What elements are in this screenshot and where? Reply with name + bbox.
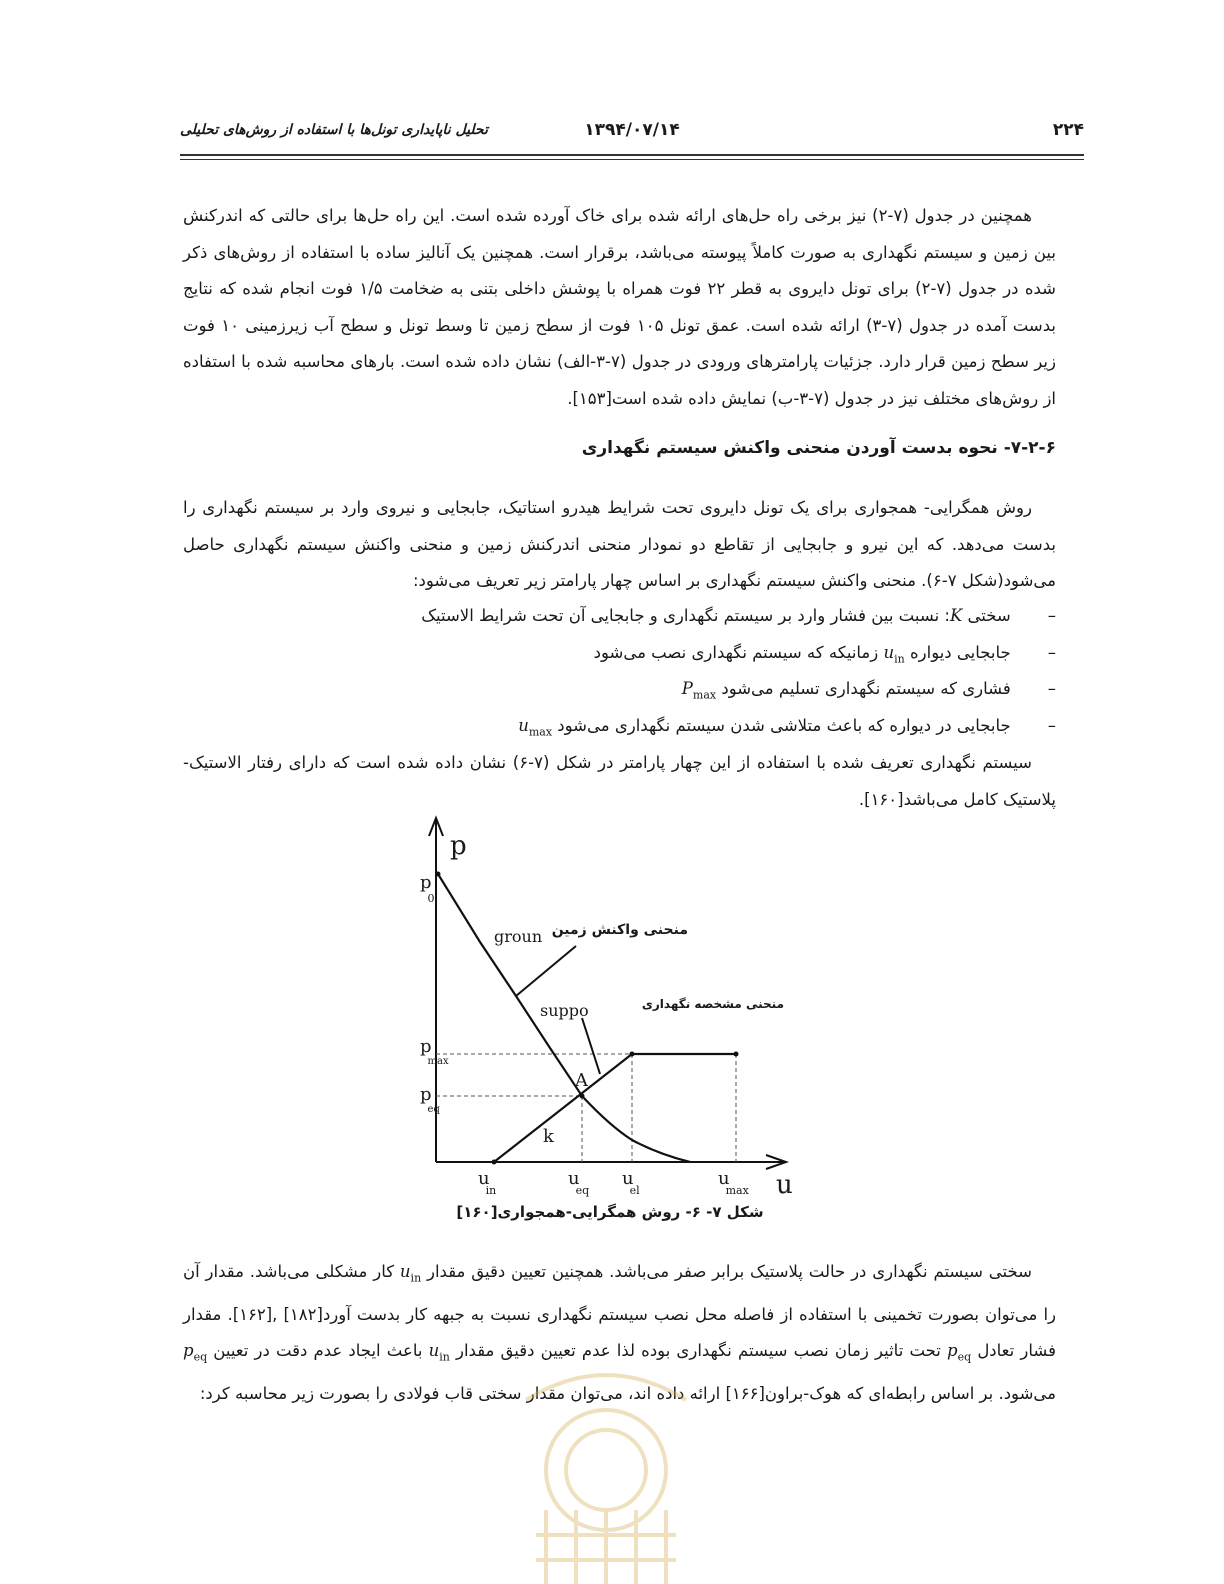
watermark-seal bbox=[486, 1360, 726, 1584]
umax-point bbox=[734, 1052, 739, 1057]
list-item: – جابجایی در دیواره که باعث متلاشی شدن سیستم نگهداری می‌شود $u_{max}$ bbox=[518, 715, 1056, 738]
support-leader-line bbox=[582, 1018, 600, 1074]
page-number: ۲۲۴ bbox=[1052, 120, 1084, 140]
stiffness-label: k bbox=[543, 1126, 554, 1147]
y-axis-label: p bbox=[450, 831, 467, 861]
uin-point bbox=[492, 1160, 497, 1165]
math-symbol: K bbox=[949, 606, 963, 625]
math-symbol: $p_{eq}$ bbox=[183, 1341, 208, 1364]
uel-label: u el bbox=[622, 1168, 640, 1197]
point-a-label: A bbox=[575, 1070, 588, 1091]
convergence-confinement-figure bbox=[400, 812, 820, 1202]
ground-leader-line bbox=[516, 946, 576, 996]
ground-curve-label: groun bbox=[494, 927, 543, 946]
paragraph-intro: همچنین در جدول (۷-۲) نیز برخی راه حل‌های ارائه شده برای خاک آورده شده است. این راه حل‌ها برای حالتی که اندرکنش بین زمین و سیستم نگهداری به صورت کاملاً پیوسته می‌باشد، برقرار است. همچنین یک آنالیز ساده با استفاده از روش‌های ذکر شده در جدول (۷-۲) برای تونل دایروی به قطر ۲۲ فوت همراه با پوشش داخلی بتنی به ضخامت ۱/۵ فوت انجام شده که نتایج بدست آمده در جدول (۷-۳) ارائه شده است. عمق تونل ۱۰۵ فوت از سطح زمین تا وسط تونل و سطح آب زیرزمینی ۱۰ فوت زیر سطح زمین قرار دارد. جزئیات پارامترهای ورودی در جدول (۷-۳-الف) نشان داده شده است. بارهای محاسبه شده با استفاده از روش‌های مختلف نیز در جدول (۷-۳-ب) نمایش داده شده است[۱۵۳]. bbox=[183, 206, 1056, 408]
math-symbol: $u_{in}$ bbox=[399, 1262, 422, 1285]
ueq-label: u eq bbox=[568, 1168, 590, 1197]
section-heading: ۷-۲-۶- نحوه بدست آوردن منحنی واکنش سیستم نگهداری bbox=[581, 438, 1056, 458]
ground-curve-label-fa: منحنی واکنش زمین bbox=[551, 922, 688, 938]
math-symbol: $P_{max}$ bbox=[681, 679, 717, 702]
math-symbol: $u_{in}$ bbox=[428, 1341, 450, 1364]
header-rule-thin bbox=[180, 159, 1084, 160]
figure-caption: شکل ۷- ۶- روش همگرایی-همجواری[۱۶۰] bbox=[456, 1203, 764, 1221]
p0-point bbox=[436, 872, 441, 877]
parameter-list bbox=[421, 598, 1056, 744]
equilibrium-point bbox=[580, 1094, 585, 1099]
support-characteristic-curve bbox=[494, 1054, 736, 1162]
math-symbol: $u_{max}$ bbox=[518, 715, 553, 738]
running-title: تحلیل ناپایداری تونل‌ها با استفاده از روش‌های تحلیلی bbox=[180, 122, 488, 138]
header-date: ۱۳۹۴/۰۷/۱۴ bbox=[584, 120, 680, 140]
support-curve-label: suppo bbox=[540, 1001, 589, 1020]
pmax-label: p max bbox=[420, 1036, 449, 1067]
header-rule bbox=[180, 154, 1084, 156]
page-header bbox=[180, 120, 1084, 146]
list-item: – جابجایی دیواره $u_{in}$ زمانیکه که سیستم نگهداری نصب می‌شود bbox=[593, 642, 1056, 665]
elastic-limit-point bbox=[630, 1052, 635, 1057]
umax-label: u max bbox=[718, 1168, 749, 1197]
list-item: – فشاری که سیستم نگهداری تسلیم می‌شود $P_{max}$ bbox=[681, 679, 1056, 702]
uin-label: u in bbox=[478, 1168, 497, 1197]
peq-label: p eq bbox=[420, 1084, 440, 1115]
math-symbol: $u_{in}$ bbox=[883, 642, 905, 665]
paragraph-stiffness: سختی سیستم نگهداری در حالت پلاستیک برابر صفر می‌باشد. همچنین تعیین دقیق مقدار $u_{in}$ کار مشکلی می‌باشد. مقدار آن را می‌توان بصورت تخمینی با استفاده از فاصله محل نصب سیستم نگهداری نسبت به جبهه کار بدست آورد[۱۸۲] ,[۱۶۲]. مقدار فشار تعادل $p_{eq}$ تحت تاثیر زمان نصب سیستم نگهداری بوده لذا عدم تعیین دقیق مقدار $u_{in}$ باعث ایجاد عدم دقت در تعیین $p_{eq}$ می‌شود. بر اساس رابطه‌ای که هوک-براون[۱۶۶] ارائه داده اند، می‌توان مقدار سختی قاب فولادی را بصورت زیر محاسبه کرد: bbox=[183, 1262, 1056, 1404]
paragraph-method: روش همگرایی- همجواری برای یک تونل دایروی تحت شرایط هیدرو استاتیک، جابجایی و نیروی وارد بر سیستم نگهداری را بدست می‌دهد. که این نیرو و جابجایی از تقاطع دو نمودار منحنی اندرکنش زمین و منحنی واکنش سیستم نگهداری حاصل می‌شود(شکل ۷-۶). منحنی واکنش سیستم نگهداری بر اساس چهار پارامتر زیر تعریف می‌شود: bbox=[183, 498, 1056, 590]
paragraph-support-system: سیستم نگهداری تعریف شده با استفاده از این چهار پارامتر در شکل (۷-۶) نشان داده شده است که دارای رفتار الاستیک-پلاستیک کامل می‌باشد[۱۶۰]. bbox=[183, 753, 1056, 809]
support-curve-label-fa: منحنی مشخصه نگهداری bbox=[641, 997, 784, 1011]
p0-label: p 0 bbox=[420, 872, 435, 905]
list-item: – سختی K: نسبت بین فشار وارد بر سیستم نگهداری و جابجایی آن تحت شرایط الاستیک bbox=[421, 606, 1056, 625]
x-axis-label: u bbox=[776, 1170, 793, 1200]
math-symbol: $p_{eq}$ bbox=[947, 1341, 972, 1364]
